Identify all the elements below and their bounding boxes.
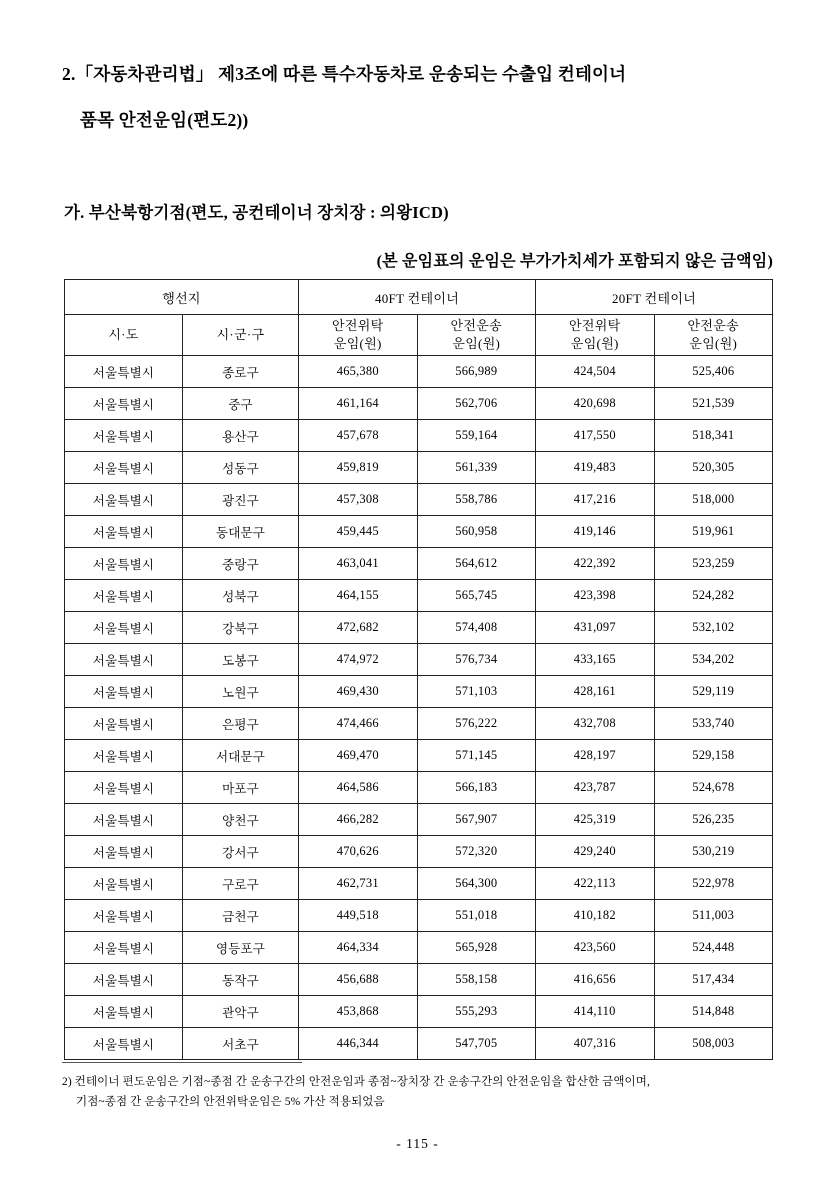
table-cell: 416,656: [536, 964, 655, 996]
table-cell: 446,344: [299, 1028, 418, 1060]
table-cell: 464,586: [299, 772, 418, 804]
table-cell: 서울특별시: [65, 356, 183, 388]
table-row: [65, 932, 773, 964]
table-cell: 565,928: [417, 932, 536, 964]
table-cell: 517,434: [654, 964, 773, 996]
table-cell: 521,539: [654, 388, 773, 420]
table-cell: 구로구: [183, 868, 299, 900]
table-cell: 422,392: [536, 548, 655, 580]
table-cell: 567,907: [417, 804, 536, 836]
table-cell: 서울특별시: [65, 708, 183, 740]
table-cell: 양천구: [183, 804, 299, 836]
table-cell: 423,787: [536, 772, 655, 804]
table-cell: 429,240: [536, 836, 655, 868]
table-cell: 564,300: [417, 868, 536, 900]
table-cell: 417,216: [536, 484, 655, 516]
table-row: [65, 644, 773, 676]
table-cell: 도봉구: [183, 644, 299, 676]
table-cell: 서울특별시: [65, 804, 183, 836]
table-body: [65, 356, 773, 1060]
table-cell: 서울특별시: [65, 900, 183, 932]
header-40ft-consignment-fare-line-2: 운임(원): [333, 336, 382, 351]
table-cell: 강서구: [183, 836, 299, 868]
table-cell: 금천구: [183, 900, 299, 932]
table-cell: 422,113: [536, 868, 655, 900]
header-20ft-consignment-fare-line-1: 안전위탁: [569, 318, 621, 334]
table-row: [65, 900, 773, 932]
table-cell: 555,293: [417, 996, 536, 1028]
table-cell: 465,380: [299, 356, 418, 388]
table-row: [65, 420, 773, 452]
table-cell: 472,682: [299, 612, 418, 644]
table-cell: 564,612: [417, 548, 536, 580]
header-20ft-transport-fare-line-2: 운임(원): [689, 336, 738, 351]
table-cell: 423,398: [536, 580, 655, 612]
table-cell: 광진구: [183, 484, 299, 516]
table-cell: 서울특별시: [65, 580, 183, 612]
table-cell: 은평구: [183, 708, 299, 740]
table-cell: 성동구: [183, 452, 299, 484]
table-cell: 469,470: [299, 740, 418, 772]
table-row: [65, 708, 773, 740]
table-cell: 461,164: [299, 388, 418, 420]
table-row: [65, 804, 773, 836]
table-row: [65, 548, 773, 580]
table-cell: 565,745: [417, 580, 536, 612]
table-cell: 서울특별시: [65, 1028, 183, 1060]
table-cell: 571,103: [417, 676, 536, 708]
header-20ft-consignment-fare: [536, 315, 655, 356]
table-cell: 서울특별시: [65, 484, 183, 516]
table-cell: 432,708: [536, 708, 655, 740]
table-row: [65, 868, 773, 900]
table-cell: 525,406: [654, 356, 773, 388]
table-cell: 524,282: [654, 580, 773, 612]
table-row: [65, 516, 773, 548]
table-cell: 마포구: [183, 772, 299, 804]
header-40ft-group: 40FT 컨테이너: [299, 280, 536, 315]
table-cell: 423,560: [536, 932, 655, 964]
table-cell: 558,786: [417, 484, 536, 516]
table-cell: 464,334: [299, 932, 418, 964]
table-cell: 428,197: [536, 740, 655, 772]
table-cell: 559,164: [417, 420, 536, 452]
table-cell: 420,698: [536, 388, 655, 420]
table-cell: 424,504: [536, 356, 655, 388]
header-20ft-transport-fare-line-1: 안전운송: [687, 318, 739, 334]
section-heading-line-2: 품목 안전운임(편도2)): [80, 109, 249, 130]
footnote-line-2: 기점~종점 간 운송구간의 안전위탁운임은 5% 가산 적용되었음: [76, 1096, 385, 1109]
table-cell: 서울특별시: [65, 676, 183, 708]
table-cell: 457,678: [299, 420, 418, 452]
table-cell: 중구: [183, 388, 299, 420]
header-40ft-transport-fare: [417, 315, 536, 356]
rate-table: [64, 279, 773, 1060]
subsection-heading: 가. 부산북항기점(편도, 공컨테이너 장치장 : 의왕ICD): [64, 203, 449, 222]
table-cell: 동대문구: [183, 516, 299, 548]
table-cell: 417,550: [536, 420, 655, 452]
table-cell: 서울특별시: [65, 836, 183, 868]
table-cell: 558,158: [417, 964, 536, 996]
table-cell: 서울특별시: [65, 996, 183, 1028]
table-cell: 서울특별시: [65, 772, 183, 804]
table-cell: 560,958: [417, 516, 536, 548]
table-cell: 453,868: [299, 996, 418, 1028]
table-cell: 519,961: [654, 516, 773, 548]
table-row: [65, 964, 773, 996]
table-row: [65, 1028, 773, 1060]
table-cell: 462,731: [299, 868, 418, 900]
table-cell: 526,235: [654, 804, 773, 836]
footnote-line-1: 컨테이너 편도운임은 기점~종점 간 운송구간의 안전운임과 종점~장치장 간 운송구간의 안전운임을 합산한 금액이며,: [74, 1076, 650, 1088]
table-row: [65, 580, 773, 612]
table-cell: 508,003: [654, 1028, 773, 1060]
table-cell: 용산구: [183, 420, 299, 452]
table-cell: 534,202: [654, 644, 773, 676]
table-cell: 410,182: [536, 900, 655, 932]
table-cell: 서울특별시: [65, 388, 183, 420]
table-cell: 서울특별시: [65, 516, 183, 548]
table-cell: 459,445: [299, 516, 418, 548]
table-row: [65, 676, 773, 708]
table-cell: 463,041: [299, 548, 418, 580]
table-cell: 524,678: [654, 772, 773, 804]
table-row: [65, 452, 773, 484]
table-cell: 서대문구: [183, 740, 299, 772]
header-destination-group: 행선지: [65, 280, 299, 315]
table-cell: 514,848: [654, 996, 773, 1028]
table-cell: 474,972: [299, 644, 418, 676]
table-cell: 강북구: [183, 612, 299, 644]
table-cell: 572,320: [417, 836, 536, 868]
table-cell: 서초구: [183, 1028, 299, 1060]
header-sido: 시·도: [65, 315, 183, 356]
table-cell: 571,145: [417, 740, 536, 772]
table-cell: 532,102: [654, 612, 773, 644]
table-cell: 456,688: [299, 964, 418, 996]
table-cell: 서울특별시: [65, 612, 183, 644]
table-cell: 서울특별시: [65, 420, 183, 452]
table-cell: 서울특별시: [65, 868, 183, 900]
header-40ft-transport-fare-line-2: 운임(원): [452, 336, 501, 351]
table-cell: 518,341: [654, 420, 773, 452]
table-cell: 서울특별시: [65, 452, 183, 484]
table-cell: 중랑구: [183, 548, 299, 580]
table-row: [65, 772, 773, 804]
table-row: [65, 996, 773, 1028]
table-cell: 457,308: [299, 484, 418, 516]
table-row: [65, 388, 773, 420]
table-cell: 431,097: [536, 612, 655, 644]
section-heading: [62, 52, 777, 143]
table-cell: 433,165: [536, 644, 655, 676]
page-number: - 115 -: [396, 1136, 439, 1151]
table-cell: 533,740: [654, 708, 773, 740]
table-cell: 474,466: [299, 708, 418, 740]
table-cell: 523,259: [654, 548, 773, 580]
table-cell: 노원구: [183, 676, 299, 708]
table-cell: 520,305: [654, 452, 773, 484]
table-header: [65, 280, 773, 356]
table-cell: 성북구: [183, 580, 299, 612]
table-cell: 562,706: [417, 388, 536, 420]
table-cell: 서울특별시: [65, 548, 183, 580]
table-cell: 459,819: [299, 452, 418, 484]
vat-note: (본 운임표의 운임은 부가가치세가 포함되지 않은 금액임): [376, 253, 773, 270]
table-cell: 종로구: [183, 356, 299, 388]
table-cell: 464,155: [299, 580, 418, 612]
table-cell: 425,319: [536, 804, 655, 836]
footnote-divider: [62, 1062, 302, 1063]
table-cell: 524,448: [654, 932, 773, 964]
header-20ft-group: 20FT 컨테이너: [536, 280, 773, 315]
table-cell: 466,282: [299, 804, 418, 836]
table-cell: 511,003: [654, 900, 773, 932]
header-20ft-consignment-fare-line-2: 운임(원): [570, 336, 619, 351]
table-cell: 547,705: [417, 1028, 536, 1060]
table-cell: 영등포구: [183, 932, 299, 964]
table-cell: 530,219: [654, 836, 773, 868]
table-row: [65, 484, 773, 516]
table-cell: 566,183: [417, 772, 536, 804]
table-cell: 관악구: [183, 996, 299, 1028]
table-cell: 419,483: [536, 452, 655, 484]
table-row: [65, 836, 773, 868]
table-cell: 407,316: [536, 1028, 655, 1060]
table-cell: 529,119: [654, 676, 773, 708]
header-40ft-consignment-fare-line-1: 안전위탁: [332, 318, 384, 334]
table-cell: 529,158: [654, 740, 773, 772]
header-40ft-transport-fare-line-1: 안전운송: [450, 318, 502, 334]
table-cell: 561,339: [417, 452, 536, 484]
table-cell: 서울특별시: [65, 644, 183, 676]
table-cell: 566,989: [417, 356, 536, 388]
footnote: [62, 1072, 778, 1112]
table-row: [65, 612, 773, 644]
table-cell: 574,408: [417, 612, 536, 644]
footnote-marker: 2): [62, 1076, 72, 1088]
table-cell: 414,110: [536, 996, 655, 1028]
header-20ft-transport-fare: [654, 315, 773, 356]
table-cell: 서울특별시: [65, 964, 183, 996]
header-sigungu: 시·군·구: [183, 315, 299, 356]
table-cell: 551,018: [417, 900, 536, 932]
table-cell: 576,222: [417, 708, 536, 740]
table-cell: 469,430: [299, 676, 418, 708]
table-cell: 419,146: [536, 516, 655, 548]
table-cell: 518,000: [654, 484, 773, 516]
table-row: [65, 740, 773, 772]
table-cell: 서울특별시: [65, 932, 183, 964]
header-40ft-consignment-fare: [299, 315, 418, 356]
table-cell: 576,734: [417, 644, 536, 676]
table-cell: 428,161: [536, 676, 655, 708]
table-cell: 470,626: [299, 836, 418, 868]
section-heading-line-1: 2.「자동차관리법」 제3조에 따른 특수자동차로 운송되는 수출입 컨테이너: [62, 64, 627, 84]
table-cell: 522,978: [654, 868, 773, 900]
table-row: [65, 356, 773, 388]
table-cell: 동작구: [183, 964, 299, 996]
table-cell: 서울특별시: [65, 740, 183, 772]
table-cell: 449,518: [299, 900, 418, 932]
